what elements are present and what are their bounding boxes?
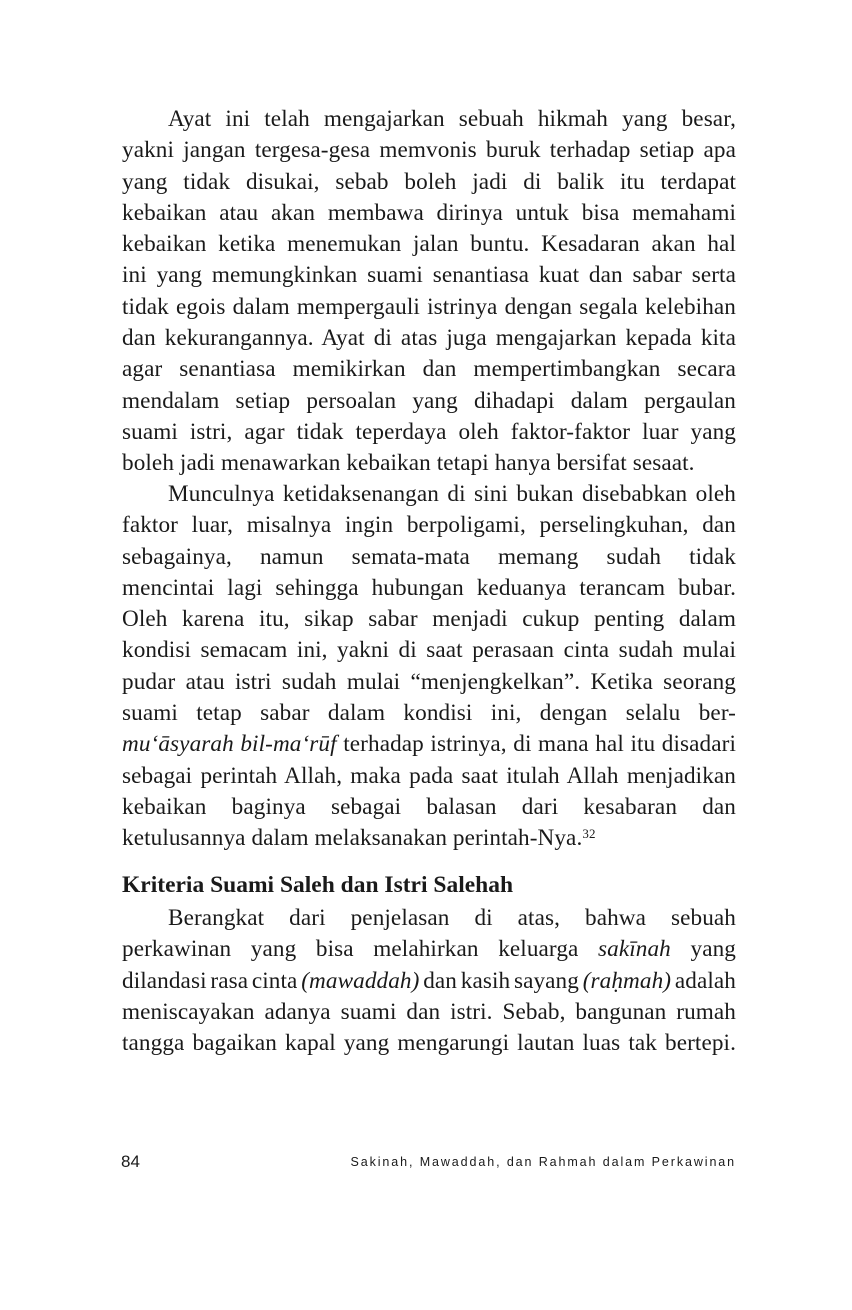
text-line: suami tetap sabar dalam kondisi ini, dengan selalu ber- <box>122 700 736 727</box>
text-line: mendalam setiap persoalan yang dihadapi dalam pergaulan <box>122 387 736 414</box>
italic-term: sakīnah <box>598 936 671 963</box>
text-line: Berangkat dari penjelasan di atas, bahwa sebuah <box>168 905 736 931</box>
text-line: mencintai lagi sehingga hubungan keduanya terancam bubar. <box>122 574 736 601</box>
paragraph-3 <box>122 903 736 1059</box>
text-line: ini yang memungkinkan suami senantiasa kuat dan sabar serta <box>122 262 736 289</box>
text-line: dan kekurangannya. Ayat di atas juga mengajarkan kepada kita <box>122 325 736 352</box>
text-fragment: yang <box>670 936 736 963</box>
text-line: sebagainya, namun semata-mata memang sudah tidak <box>122 543 736 570</box>
text-line: pudar atau istri sudah mulai “menjengkelkan”. Ketika seorang <box>122 668 736 695</box>
text-line <box>122 729 736 760</box>
text-line: tidak egois dalam mempergauli istrinya dengan segala kelebihan <box>122 293 736 320</box>
page-number: 84 <box>121 1152 140 1171</box>
text-line: tangga bagaikan kapal yang mengarungi lautan luas tak bertepi. <box>122 1030 736 1057</box>
text-line: Munculnya ketidaksenangan di sini bukan disebabkan oleh <box>168 481 736 507</box>
text-line: Oleh karena itu, sikap sabar menjadi cukup penting dalam <box>122 606 736 633</box>
text-line <box>122 966 736 997</box>
text-line: kondisi semacam ini, yakni di saat perasaan cinta sudah mulai <box>122 637 736 664</box>
text-line: kebaikan ketika menemukan jalan buntu. Kesadaran akan hal <box>122 231 736 258</box>
running-footer-title: Sakinah, Mawaddah, dan Rahmah dalam Perkawinan <box>350 1155 736 1169</box>
paragraph-2 <box>122 479 736 855</box>
text-line: Ayat ini telah mengajarkan sebuah hikmah yang besar, <box>168 106 736 132</box>
text-fragment: dan kasih sayang <box>419 967 583 994</box>
footnote-reference[interactable]: 32 <box>582 826 596 842</box>
text-line: boleh jadi menawarkan kebaikan tetapi hanya bersifat sesaat. <box>122 450 695 477</box>
section-heading: Kriteria Suami Saleh dan Istri Salehah <box>122 872 514 898</box>
text-line: sebagai perintah Allah, maka pada saat itulah Allah menjadikan <box>122 762 736 789</box>
text-line: yakni jangan tergesa-gesa memvonis buruk terhadap setiap apa <box>122 137 736 164</box>
text-line <box>122 934 736 965</box>
text-fragment: ketulusannya dalam melaksanakan perintah-Nya. <box>122 825 583 852</box>
text-line: suami istri, agar tidak teperdaya oleh faktor-faktor luar yang <box>122 418 736 445</box>
text-fragment: dilandasi rasa cinta <box>122 967 302 994</box>
text-line: agar senantiasa memikirkan dan mempertimbangkan secara <box>122 356 736 383</box>
text-fragment: perkawinan yang bisa melahirkan keluarga <box>122 936 599 963</box>
text-line: yang tidak disukai, sebab boleh jadi di balik itu terdapat <box>122 168 736 195</box>
italic-term: (mawaddah) <box>301 967 420 994</box>
text-line: faktor luar, misalnya ingin berpoligami, perselingkuhan, dan <box>122 512 736 539</box>
text-line <box>122 823 736 854</box>
italic-term: (raḥmah) <box>582 967 672 994</box>
paragraph-1 <box>122 104 736 480</box>
text-line: kebaikan baginya sebagai balasan dari kesabaran dan <box>122 793 736 820</box>
italic-term: mu‘āsyarah bil-ma‘rūf <box>122 731 337 758</box>
text-fragment: terhadap istrinya, di mana hal itu disadari <box>336 731 736 758</box>
text-line: meniscayakan adanya suami dan istri. Sebab, bangunan rumah <box>122 998 736 1025</box>
text-fragment: adalah <box>671 967 736 994</box>
text-line: kebaikan atau akan membawa dirinya untuk bisa memahami <box>122 199 736 226</box>
